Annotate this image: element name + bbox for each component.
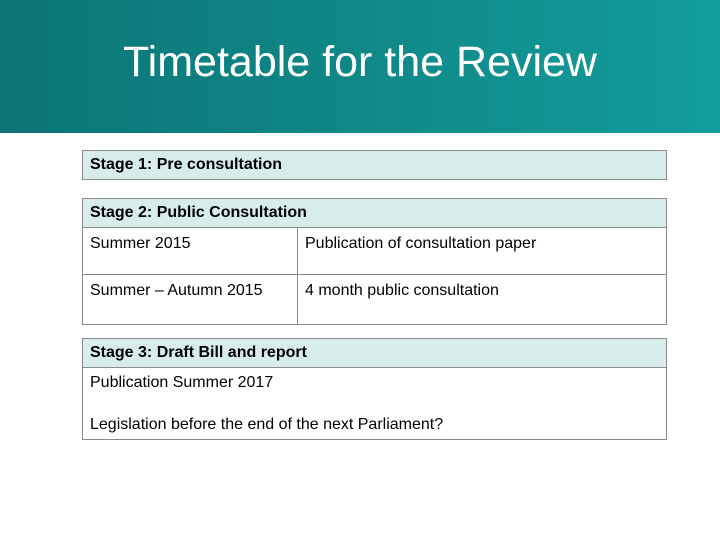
stage-2-heading: Stage 2: Public Consultation (83, 199, 666, 228)
stage-3-line-publication: Publication Summer 2017 (90, 374, 274, 391)
stage-1-heading: Stage 1: Pre consultation (83, 151, 666, 179)
table-row (83, 228, 666, 275)
stage-2-row-1-date: Summer 2015 (83, 228, 298, 274)
stage-2-row-2-date: Summer – Autumn 2015 (83, 275, 298, 324)
stage-2-table (82, 198, 667, 325)
title-banner (0, 0, 720, 133)
stage-3-body (83, 368, 666, 435)
stage-1-box (82, 150, 667, 180)
stage-2-row-2-activity: 4 month public consultation (305, 282, 499, 299)
stage-3-box (82, 338, 667, 440)
stage-2-row-1-activity: Publication of consultation paper (305, 235, 537, 252)
stage-3-heading: Stage 3: Draft Bill and report (83, 339, 666, 368)
stage-3-line-legislation: Legislation before the end of the next Parliament? (90, 416, 444, 433)
slide-title: Timetable for the Review (123, 38, 597, 86)
table-row (83, 275, 666, 324)
